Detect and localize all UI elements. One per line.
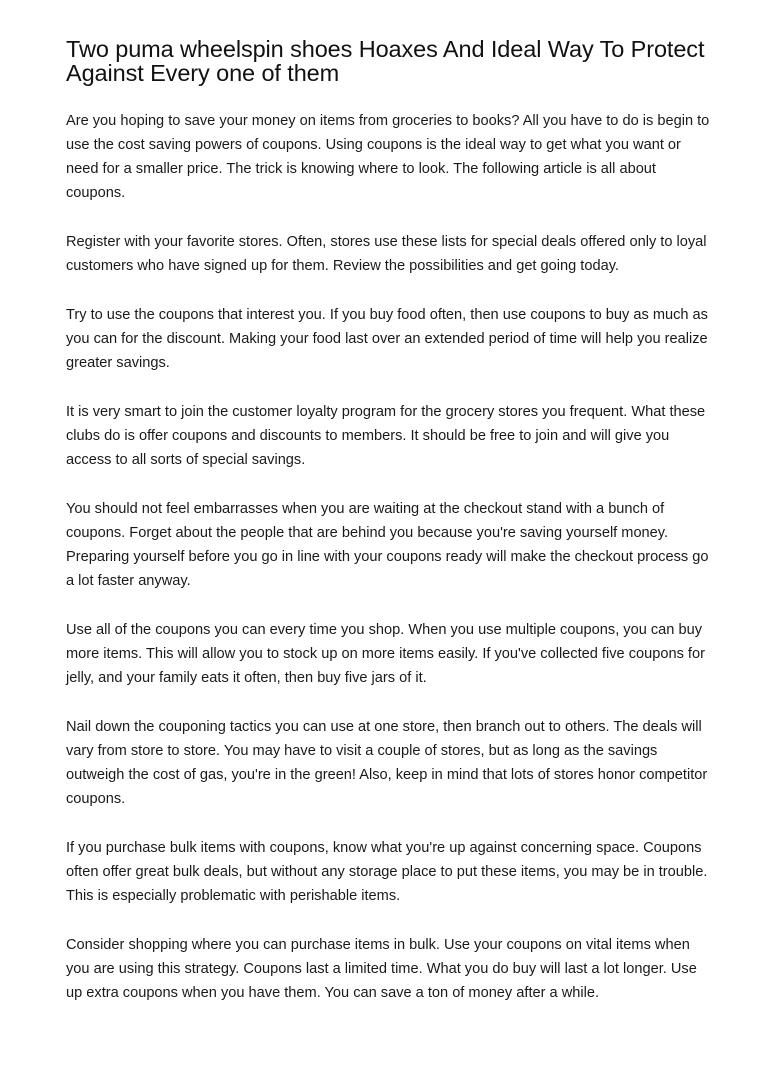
document-title: Two puma wheelspin shoes Hoaxes And Ideal Way To Protect Against Every one of them [66, 36, 705, 86]
paragraph-4: It is very smart to join the customer loyalty program for the grocery stores you frequent. What these clubs do is offer coupons and discounts to members. It should be free to join and will give you access to all sorts of special savings. [66, 404, 706, 468]
document-page [66, 37, 716, 1030]
paragraph-9: Consider shopping where you can purchase items in bulk. Use your coupons on vital items when you are using this strategy. Coupons last a limited time. What you do buy will last a lot longer. Use up extra coupons when you have them. You can save a ton of money after a while. [66, 937, 697, 1001]
paragraph-8: If you purchase bulk items with coupons, know what you're up against concerning space. Coupons often offer great bulk deals, but without any storage place to put these items, you may be in trouble. This is especially problematic with perishable items. [66, 840, 708, 904]
paragraph-7: Nail down the couponing tactics you can use at one store, then branch out to others. The deals will vary from store to store. You may have to visit a couple of stores, but as long as the savings outweigh the cost of gas, you're in the green! Also, keep in mind that lots of stores honor competitor coupons. [66, 719, 708, 807]
paragraph-2: Register with your favorite stores. Often, stores use these lists for special deals offered only to loyal customers who have signed up for them. Review the possibilities and get going today. [66, 234, 707, 274]
paragraph-5: You should not feel embarrasses when you are waiting at the checkout stand with a bunch of coupons. Forget about the people that are behind you because you're saving yourself money. Preparing yourself before you go in line with your coupons ready will make the checkout process go a lot faster anyway. [66, 501, 709, 589]
paragraph-3: Try to use the coupons that interest you. If you buy food often, then use coupons to buy as much as you can for the discount. Making your food last over an extended period of time will help you realize greater savings. [66, 307, 708, 371]
paragraph-6: Use all of the coupons you can every time you shop. When you use multiple coupons, you can buy more items. This will allow you to stock up on more items easily. If you've collected five coupons for jelly, and your family eats it often, then buy five jars of it. [66, 622, 705, 686]
paragraph-1: Are you hoping to save your money on items from groceries to books? All you have to do is begin to use the cost saving powers of coupons. Using coupons is the ideal way to get what you want or need for a smaller price. The trick is knowing where to look. The following article is all about coupons. [66, 113, 710, 201]
